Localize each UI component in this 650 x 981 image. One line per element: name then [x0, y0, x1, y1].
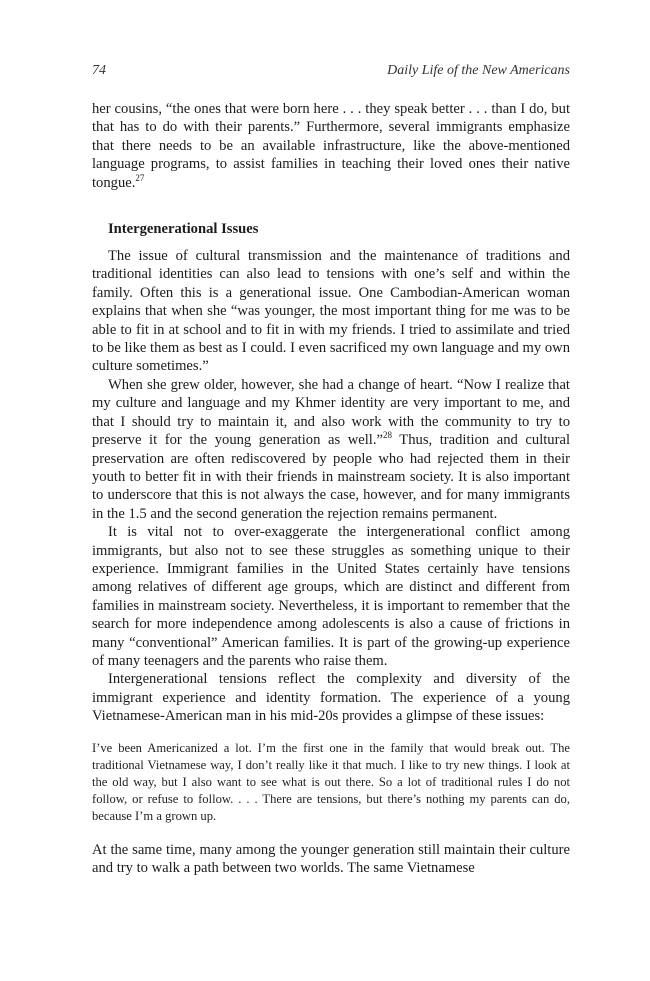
paragraph-text: When she grew older, however, she had a change of heart. “Now I realize that my culture and language and my Khmer identity are very important to me, and that I should try to maintain it, and also work with the community to try to preserve it for the young generation as well.”	[92, 376, 570, 449]
paragraph-continued	[92, 100, 570, 192]
paragraph: At the same time, many among the younger generation still maintain their culture and try to walk a path between two worlds. The same Vietnamese	[92, 841, 570, 876]
paragraph: The issue of cultural transmission and the maintenance of traditions and traditional identities can also lead to tensions with one’s self and within the family. Often this is a generational issue. One Cambodian-American woman explains that when she “was younger, the most important thing for me was to be able to fit in at school and to fit in with my friends. I tried to assimilate and tried to be like them as best as I could. I even sacrificed my own language and my own culture sometimes.”	[92, 248, 570, 375]
paragraph-text: her cousins, “the ones that were born here . . . they speak better . . . than I do, but that has to do with their parents.” Furthermore, several immigrants emphasize that there needs to be an available infrastructure, like the above-mentioned language programs, to assist families in teaching their loved ones their native tongue.	[92, 101, 570, 191]
paragraph: It is vital not to over-exaggerate the intergenerational conflict among immigrants, but also not to see these struggles as something unique to their experience. Immigrant families in the United States certainly have tensions among relatives of different age groups, which are distinct and different from families in mainstream society. Nevertheless, it is important to remember that the search for more independence among adolescents is also a cause of frictions in many “conventional” American families. It is part of the growing-up experience of many teenagers and the parents who raise them.	[92, 524, 570, 669]
paragraph-text: Thus, tradition and cultural preservation are often rediscovered by people who had rejected them in their youth to better fit in with their friends in mainstream society. It is also important to underscore that this is not always the case, however, and for many immigrants in the 1.5 and the second generation the rejection remains permanent.	[92, 432, 570, 522]
running-title: Daily Life of the New Americans	[387, 63, 570, 78]
paragraph: Intergenerational tensions reflect the complexity and diversity of the immigrant experience and identity formation. The experience of a young Vietnamese-American man in his mid-20s provides a glimpse of these issues:	[92, 671, 570, 725]
page-number: 74	[92, 63, 106, 78]
footnote-ref-28: 28	[382, 430, 392, 441]
block-quote: I’ve been Americanized a lot. I’m the first one in the family that would break out. The traditional Vietnamese way, I don’t really like it that much. I like to try new things. I look at the old way, but I also want to see what is out there. So a lot of traditional rules I do not follow, or refuse to follow. . . . There are tensions, but there’s nothing my parents can do, because I’m a grown up.	[92, 740, 570, 823]
section-heading: Intergenerational Issues	[108, 221, 259, 238]
book-page	[92, 62, 570, 877]
paragraph	[92, 376, 570, 523]
footnote-ref-27: 27	[135, 172, 145, 183]
running-head	[92, 62, 570, 80]
